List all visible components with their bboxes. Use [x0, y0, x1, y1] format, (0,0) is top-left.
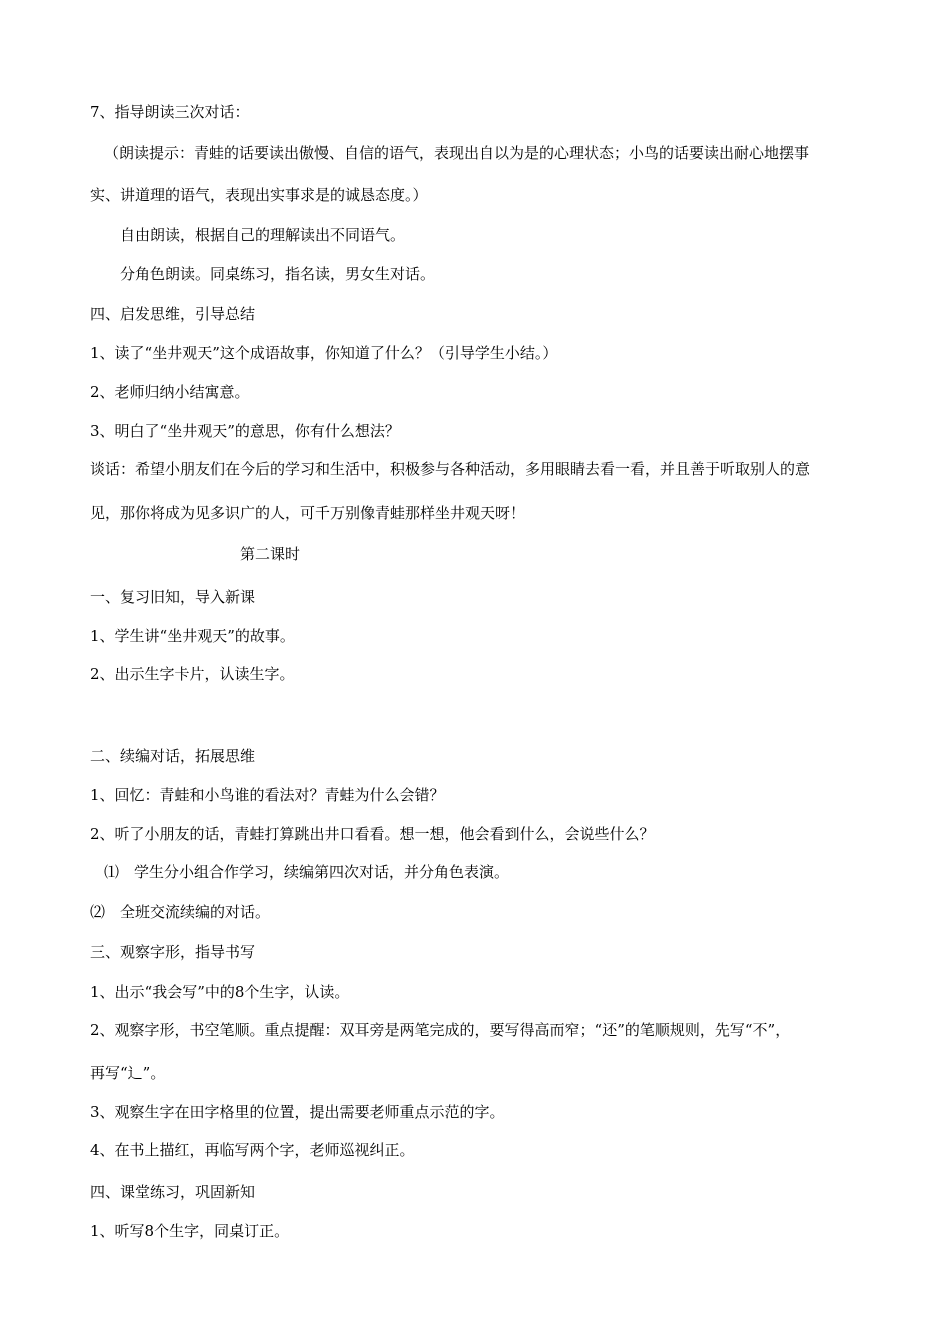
lesson2-section-1-heading: 一、复习旧知，导入新课 — [90, 588, 256, 606]
dialogue-subitem-1: ⑴ 学生分小组合作学习，续编第四次对话，并分角色表演。 — [104, 863, 510, 881]
section-4-heading: 四、启发思维，引导总结 — [90, 305, 256, 323]
lesson-2-title: 第二课时 — [240, 545, 301, 563]
review-item-1: 1、学生讲“坐井观天”的故事。 — [90, 627, 295, 645]
role-reading-line: 分角色朗读。同桌练习，指名读，男女生对话。 — [120, 265, 436, 283]
summary-item-1: 1、读了“坐井观天”这个成语故事，你知道了什么？（引导学生小结。） — [90, 344, 558, 362]
dialogue-subitem-2: ⑵ 全班交流续编的对话。 — [90, 903, 271, 921]
writing-item-2-line-2: 再写“辶”。 — [90, 1064, 166, 1082]
writing-item-4: 4、在书上描红，再临写两个字，老师巡视纠正。 — [90, 1141, 415, 1159]
lesson2-section-4-heading: 四、课堂练习，巩固新知 — [90, 1183, 256, 1201]
reading-tip-line-1: （朗读提示：青蛙的话要读出傲慢、自信的语气，表现出自以为是的心理状态；小鸟的话要读出耐心地摆事 — [104, 144, 810, 162]
free-reading-line: 自由朗读，根据自己的理解读出不同语气。 — [120, 226, 406, 244]
writing-item-3: 3、观察生字在田字格里的位置，提出需要老师重点示范的字。 — [90, 1103, 505, 1121]
summary-item-3: 3、明白了“坐井观天”的意思，你有什么想法？ — [90, 422, 400, 440]
dialogue-item-2: 2、听了小朋友的话，青蛙打算跳出井口看看。想一想，他会看到什么，会说些什么？ — [90, 825, 655, 843]
writing-item-2-line-1: 2、观察字形，书空笔顺。重点提醒：双耳旁是两笔完成的，要写得高而窄；“还”的笔顺规则，先写“不”， — [90, 1021, 791, 1039]
item-7-heading: 7、指导朗读三次对话： — [90, 103, 250, 121]
practice-item-1: 1、听写8个生字，同桌订正。 — [90, 1222, 290, 1240]
reading-tip-line-2: 实、讲道理的语气，表现出实事求是的诚恳态度。） — [90, 186, 428, 204]
dialogue-item-1: 1、回忆：青蛙和小鸟谁的看法对？青蛙为什么会错？ — [90, 786, 445, 804]
talk-line-2: 见，那你将成为见多识广的人，可千万别像青蛙那样坐井观天呀！ — [90, 504, 526, 522]
summary-item-2: 2、老师归纳小结寓意。 — [90, 383, 250, 401]
review-item-2: 2、出示生字卡片，认读生字。 — [90, 665, 295, 683]
writing-item-1: 1、出示“我会写”中的8个生字，认读。 — [90, 983, 350, 1001]
talk-line-1: 谈话：希望小朋友们在今后的学习和生活中，积极参与各种活动，多用眼睛去看一看，并且善于听取别人的意 — [90, 460, 811, 478]
lesson2-section-2-heading: 二、续编对话，拓展思维 — [90, 747, 256, 765]
lesson2-section-3-heading: 三、观察字形，指导书写 — [90, 943, 256, 961]
